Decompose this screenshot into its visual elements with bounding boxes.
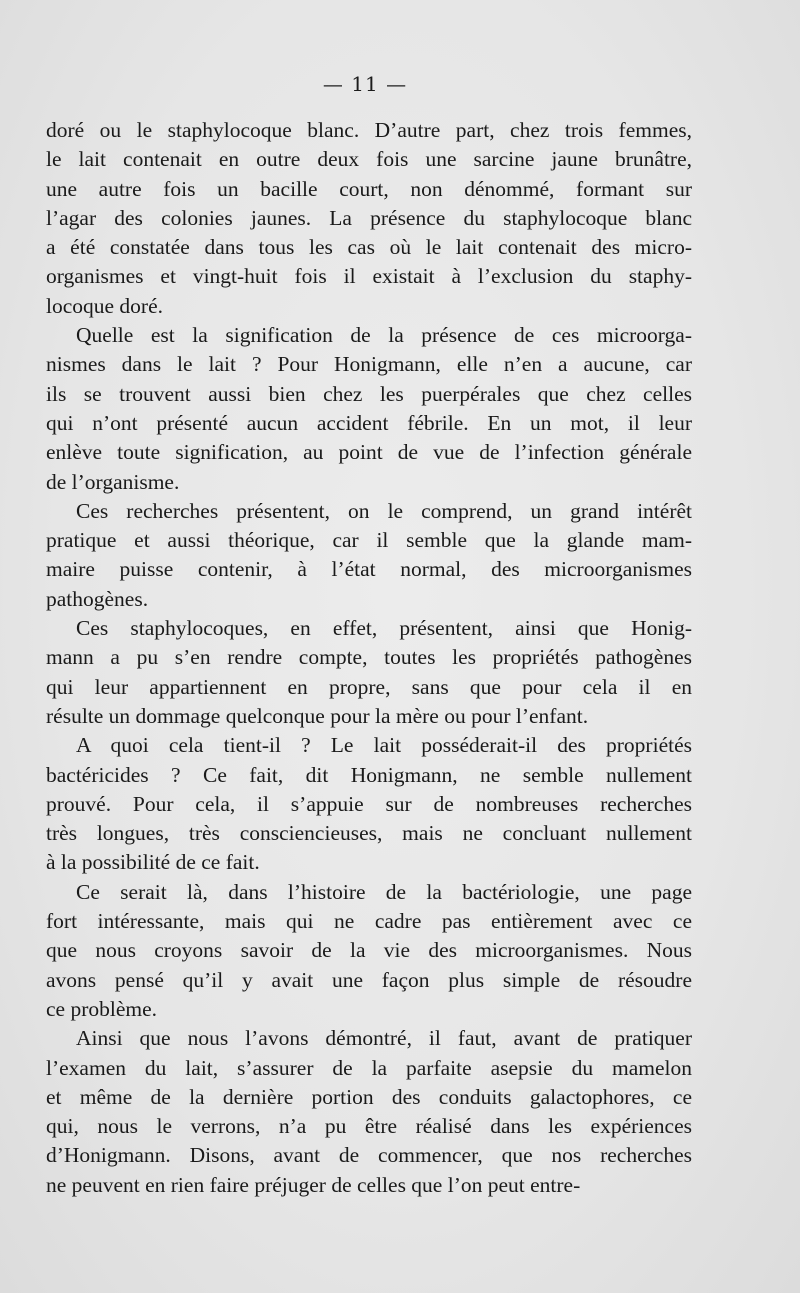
body-text xyxy=(46,116,692,1200)
page-number: — 11 — xyxy=(322,72,408,96)
text-line: de l’organisme. xyxy=(46,469,180,494)
text-line: ne peuvent en rien faire préjuger de celles que l’on peut entre- xyxy=(46,1172,581,1197)
text-line: nismes dans le lait ? Pour Honigmann, elle n’en a aucune, car xyxy=(46,352,692,377)
text-line: d’Honigmann. Disons, avant de commencer, que nos recherches xyxy=(46,1143,692,1168)
text-line: qui, nous le verrons, n’a pu être réalisé dans les expériences xyxy=(46,1114,692,1139)
text-line: A quoi cela tient-il ? Le lait posséderait-il des propriétés xyxy=(76,733,692,758)
text-line: Ainsi que nous l’avons démontré, il faut, avant de pratiquer xyxy=(76,1026,692,1051)
text-line: et même de la dernière portion des conduits galactophores, ce xyxy=(46,1084,692,1109)
text-line: Ce serait là, dans l’histoire de la bactériologie, une page xyxy=(76,879,692,904)
text-line: très longues, très consciencieuses, mais ne concluant nullement xyxy=(46,821,692,846)
text-line: l’examen du lait, s’assurer de la parfaite asepsie du mamelon xyxy=(46,1055,692,1080)
text-line: ils se trouvent aussi bien chez les puerpérales que chez celles xyxy=(46,381,692,406)
text-line: Quelle est la signification de la présence de ces microorga- xyxy=(76,323,692,348)
text-line: Ces staphylocoques, en effet, présentent, ainsi que Honig- xyxy=(76,616,692,641)
text-line: une autre fois un bacille court, non dénommé, formant sur xyxy=(46,176,692,201)
text-line: pratique et aussi théorique, car il semble que la glande mam- xyxy=(46,528,692,553)
text-line: Ces recherches présentent, on le comprend, un grand intérêt xyxy=(76,498,692,523)
text-line: mann a pu s’en rendre compte, toutes les propriétés pathogènes xyxy=(46,645,692,670)
text-line: organismes et vingt-huit fois il existait à l’exclusion du staphy- xyxy=(46,264,692,289)
text-line: enlève toute signification, au point de vue de l’infection générale xyxy=(46,440,692,465)
text-line: que nous croyons savoir de la vie des microorganismes. Nous xyxy=(46,938,692,963)
text-line: qui n’ont présenté aucun accident fébrile. En un mot, il leur xyxy=(46,410,692,435)
text-line: avons pensé qu’il y avait une façon plus simple de résoudre xyxy=(46,967,692,992)
text-line: pathogènes. xyxy=(46,586,149,611)
text-line: résulte un dommage quelconque pour la mère ou pour l’enfant. xyxy=(46,703,589,728)
text-line: qui leur appartiennent en propre, sans que pour cela il en xyxy=(46,674,692,699)
text-line: l’agar des colonies jaunes. La présence du staphylocoque blanc xyxy=(46,205,692,230)
text-line: bactéricides ? Ce fait, dit Honigmann, ne semble nullement xyxy=(46,762,692,787)
text-line: fort intéressante, mais qui ne cadre pas entièrement avec ce xyxy=(46,909,692,934)
text-line: ce problème. xyxy=(46,996,158,1021)
text-line: prouvé. Pour cela, il s’appuie sur de nombreuses recherches xyxy=(46,791,692,816)
text-line: maire puisse contenir, à l’état normal, des microorganismes xyxy=(46,557,692,582)
text-line: à la possibilité de ce fait. xyxy=(46,850,260,875)
text-line: le lait contenait en outre deux fois une sarcine jaune brunâtre, xyxy=(46,147,692,172)
text-line: doré ou le staphylocoque blanc. D’autre part, chez trois femmes, xyxy=(46,118,692,142)
text-line: a été constatée dans tous les cas où le lait contenait des micro- xyxy=(46,235,692,260)
text-line: locoque doré. xyxy=(46,293,164,318)
